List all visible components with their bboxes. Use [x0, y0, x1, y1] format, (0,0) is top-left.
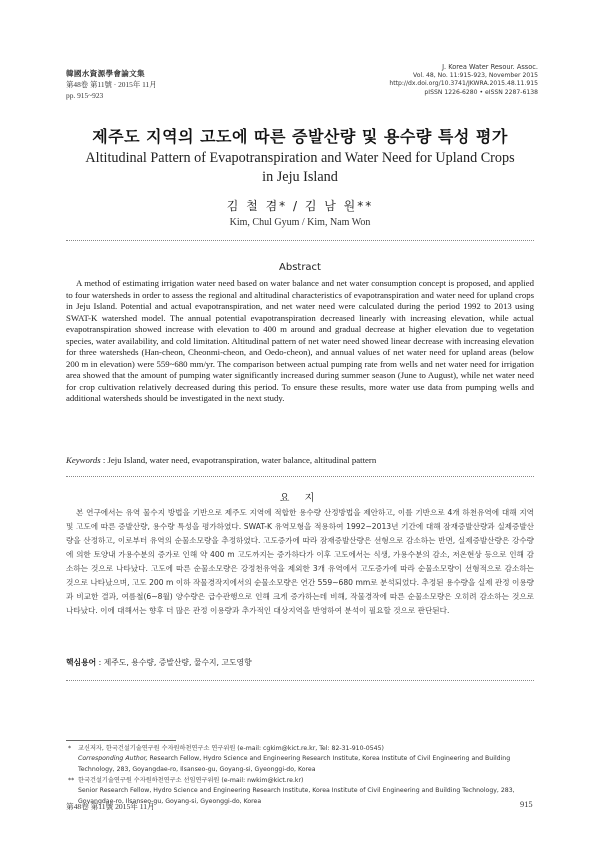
- journal-name-ko: 韓國水資源學會論文集: [66, 69, 145, 78]
- summary-ko-keywords: [66, 657, 534, 668]
- footnote-1-role: Corresponding Author,: [78, 755, 148, 763]
- summary-ko-text: 본 연구에서는 유역 물수지 방법을 기반으로 제주도 지역에 적합한 용수량 산정방법을 제안하고, 이를 기반으로 4개 하천유역에 대해 지역 및 고도에 따른 증발산량, 용수량 특성을 평가하였다. SWAT-K 유역모형을 적용하여 1992~2013년 기간에 대해 잠재증발산량과 실제증발산량을 산정하고, 이로부터 유역의 순물소모량을 추정하였다. 고도증가에 따라 잠재증발산량은 선형으로 감소하는 반면, 실제증발산량은 강수량에 의한 토양내 가용수분의 증가로 인해 약 400 m 고도까지는 증가하다가 이후 고도에서는 식생, 가용수분의 감소, 저온현상 등으로 인해 감소하는 것으로 나타났다. 고도에 따른 순물소모량은 강정천유역을 제외한 3개 유역에서 고도증가에 따라 순물소모량이 선형적으로 감소하는 것으로 나타났으며, 고도 200 m 이하 작물경작지에서의 순물소모량은 연간 559~680 mm로 분석되었다. 추정된 용수량을 실제 관정 이용량과 비교한 결과, 여름철(6~8월) 양수량은 급수관행으로 인해 크게 증가하는데 비해, 작물경작에 따른 순물소모량은 오히려 감소하는 것으로 나타났다. 이에 대해서는 향후 더 많은 관정 이용량과 추가적인 대상지역을 반영하여 분석이 필요할 것으로 판단된다.: [66, 508, 534, 616]
- summary-ko-body: [66, 506, 534, 618]
- title-en: Altitudinal Pattern of Evapotranspiration and Water Need for Upland Crops in Jeju Island: [85, 150, 515, 185]
- footnote-1-mark: *: [68, 745, 72, 752]
- summary-ko-heading: 요 지: [279, 493, 321, 504]
- journal-volume-en: Vol. 48, No. 11:915-923, November 2015: [413, 71, 538, 79]
- footnote-2-mark: **: [68, 777, 75, 784]
- abstract-heading: Abstract: [279, 262, 321, 273]
- authors-en: Kim, Chul Gyum / Kim, Nam Won: [229, 217, 371, 228]
- footnote-rule: [66, 740, 176, 741]
- divider-top: [66, 240, 534, 241]
- footnote-2-en: Senior Research Fellow, Hydro Science and Engineering Research Institute, Korea Institute of Civil Engineering and Building Technology, 283, Goyangdae-ro, Ilsanseo-gu, Goyang-si, Gyeonggi-do, Korea: [78, 787, 515, 805]
- ko-keywords-label: 핵심용어: [66, 658, 97, 667]
- journal-header-left: [66, 68, 157, 101]
- abstract-body: [66, 278, 534, 405]
- page-number: 915: [520, 800, 533, 809]
- journal-header-right: [389, 63, 538, 97]
- journal-volume-ko: 第48卷 第11號 · 2015年 11月: [66, 80, 157, 89]
- journal-name-en: J. Korea Water Resour. Assoc.: [442, 63, 538, 71]
- footnote-1: [68, 744, 538, 775]
- keywords-list: : Jeju Island, water need, evapotranspiration, water balance, altitudinal pattern: [102, 455, 377, 465]
- abstract-text: A method of estimating irrigation water need based on water balance and net water consumption concept is proposed, and applied to four watersheds in order to assess the regional and altitudinal characteristics of evapotranspiration and water need for upland crops in Jeju Island. Potential and actual evapotranspiration, and net water need were calculated during the period 1992 to 2013 using SWAT-K watershed model. The annual potential evapotranspiration decreased linearly with increasing elevation, while actual evapotranspiration showed increase with elevation to 400 m around and gradual decrease at higher elevation due to vegetation species, water availability, and cold limitation. Altitudinal pattern of net water need showed linear decrease with increasing elevation for three watersheds (Han-cheon, Cheonmi-cheon, and Oedo-cheon), and annual values of net water need for upland areas (below 200 m in elevation) were 559~680 mm/yr. The comparison between actual pumping rate from wells and net water need for irrigation area showed that the amount of pumping water significantly increased during summer season (June to August), while net water need for crop cultivation relatively decreased during this period. To ensure these results, more water use data from pumping wells and additional watersheds should be investigated in the next study.: [66, 278, 534, 404]
- authors-ko: 김 철 겸* / 김 남 원**: [226, 199, 374, 213]
- issn: pISSN 1226-6280 • eISSN 2287-6138: [424, 88, 538, 96]
- footnote-2-ko: 한국건설기술연구원 수자원하천연구소 선임연구위원 (e-mail: nwkim@kict.re.kr): [78, 777, 304, 784]
- keywords-label: Keywords: [66, 455, 101, 465]
- title-ko: 제주도 지역의 고도에 따른 증발산량 및 용수량 특성 평가: [92, 127, 508, 146]
- footer-volume: 第48卷 第11號 2015年 11月: [66, 802, 155, 811]
- divider-bottom: [66, 680, 534, 681]
- doi-link[interactable]: http://dx.doi.org/10.3741/JKWRA.2015.48.11.915: [389, 80, 538, 88]
- journal-pages: pp. 915~923: [66, 91, 104, 100]
- divider-middle: [66, 476, 534, 477]
- footnote-1-affiliation: Research Fellow, Hydro Science and Engineering Research Institute, Korea Institute of Civil Engineering and Building Technology, 283, Goyangdae-ro, Ilsanseo-gu, Goyang-si, Gyeonggi-do, Korea: [78, 755, 511, 773]
- footnote-1-ko: 교신저자, 한국건설기술연구원 수자원하천연구소 연구위원 (e-mail: cgkim@kict.re.kr, Tel: 82-31-910-0545): [78, 745, 384, 752]
- footnote-1-en: [78, 754, 538, 775]
- ko-keywords-list: : 제주도, 용수량, 증발산량, 물수지, 고도영향: [98, 658, 252, 667]
- abstract-keywords: [66, 455, 534, 465]
